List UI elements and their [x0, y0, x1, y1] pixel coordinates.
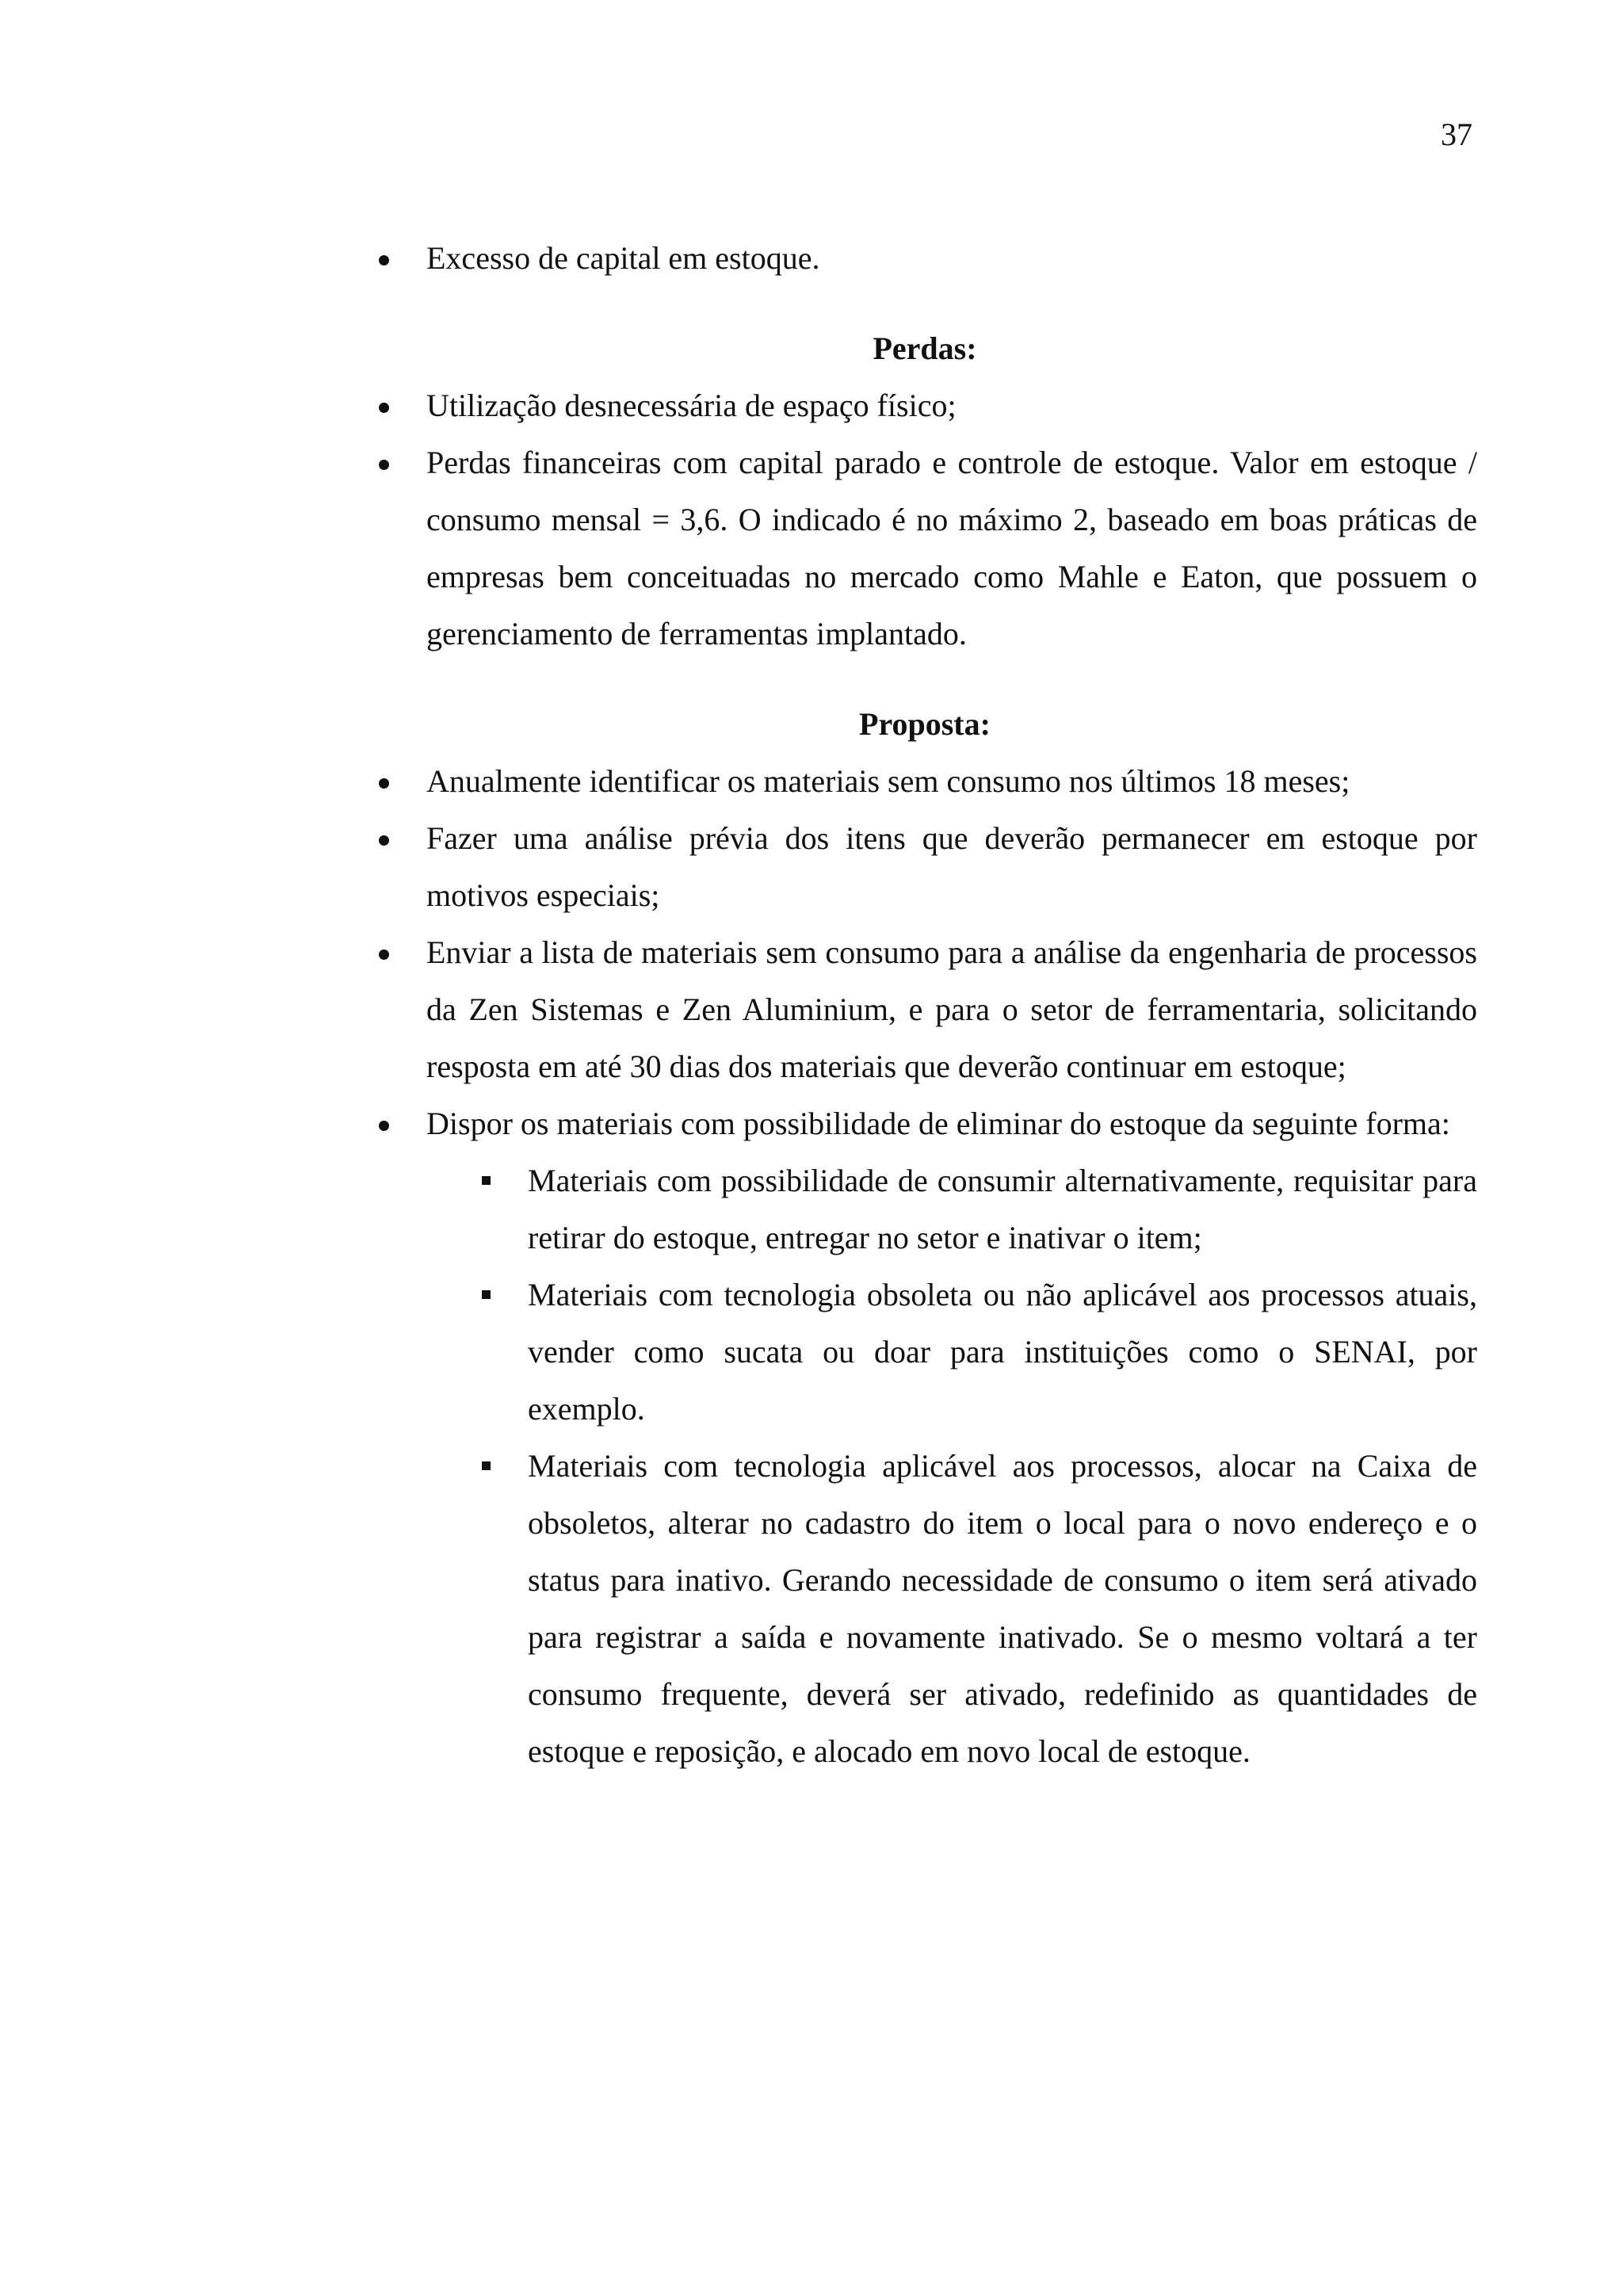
section-heading-perdas: Perdas:	[873, 330, 977, 366]
page-number: 37	[1441, 117, 1472, 152]
perdas-list	[372, 377, 1477, 663]
proposta-sub-list	[372, 1152, 1477, 1780]
square-bullet-icon	[482, 1290, 491, 1299]
sub-list-item	[471, 1438, 1477, 1780]
list-item-text: Dispor os materiais com possibilidade de eliminar do estoque da seguinte forma:	[426, 1106, 1450, 1141]
list-item-text: Anualmente identificar os materiais sem consumo nos últimos 18 meses;	[426, 763, 1350, 799]
bullet-icon	[379, 403, 389, 413]
page-content	[372, 230, 1477, 1780]
sub-list-item-text: Materiais com tecnologia aplicável aos processos, alocar na Caixa de obsoletos, alterar no cadastro do item o local para o novo endereço e o status para inativo. Gerando necessidade de consumo o item será ativado para registrar a saída e novamente inativado. Se o mesmo voltará a ter consumo frequente, deverá ser ativado, redefinido as quantidades de estoque e reposição, e alocado em novo local de estoque.	[528, 1448, 1477, 1769]
bullet-icon	[379, 255, 389, 266]
list-item-text: Excesso de capital em estoque.	[426, 240, 820, 276]
list-item-text: Perdas financeiras com capital parado e controle de estoque. Valor em estoque / consumo mensal = 3,6. O indicado é no máximo 2, baseado em boas práticas de empresas bem conceituadas no mercado como Mahle e Eaton, que possuem o gerenciamento de ferramentas implantado.	[426, 445, 1477, 651]
bullet-icon	[379, 949, 389, 960]
section-heading-proposta: Proposta:	[859, 706, 991, 742]
bullet-icon	[379, 778, 389, 789]
list-item	[372, 434, 1477, 663]
list-item-text: Utilização desnecessária de espaço físico;	[426, 388, 957, 423]
bullet-icon	[379, 835, 389, 846]
list-item	[372, 753, 1477, 810]
proposta-list	[372, 753, 1477, 1152]
bullet-icon	[379, 1121, 389, 1131]
list-item	[372, 230, 1477, 287]
intro-list	[372, 230, 1477, 287]
bullet-icon	[379, 460, 389, 470]
square-bullet-icon	[482, 1461, 491, 1470]
list-item	[372, 924, 1477, 1095]
sub-list-item-text: Materiais com possibilidade de consumir alternativamente, requisitar para retirar do estoque, entregar no setor e inativar o item;	[528, 1163, 1477, 1255]
list-item	[372, 377, 1477, 434]
list-item-text: Enviar a lista de materiais sem consumo para a análise da engenharia de processos da Zen Sistemas e Zen Aluminium, e para o setor de ferramentaria, solicitando resposta em até 30 dias dos materiais que deverão continuar em estoque;	[426, 934, 1477, 1084]
list-item	[372, 1095, 1477, 1152]
sub-list-item	[471, 1266, 1477, 1438]
list-item	[372, 810, 1477, 924]
list-item-text: Fazer uma análise prévia dos itens que deverão permanecer em estoque por motivos especiais;	[426, 820, 1477, 913]
sub-list-item-text: Materiais com tecnologia obsoleta ou não aplicável aos processos atuais, vender como sucata ou doar para instituições como o SENAI, por exemplo.	[528, 1277, 1477, 1427]
square-bullet-icon	[482, 1176, 491, 1185]
sub-list-item	[471, 1152, 1477, 1266]
